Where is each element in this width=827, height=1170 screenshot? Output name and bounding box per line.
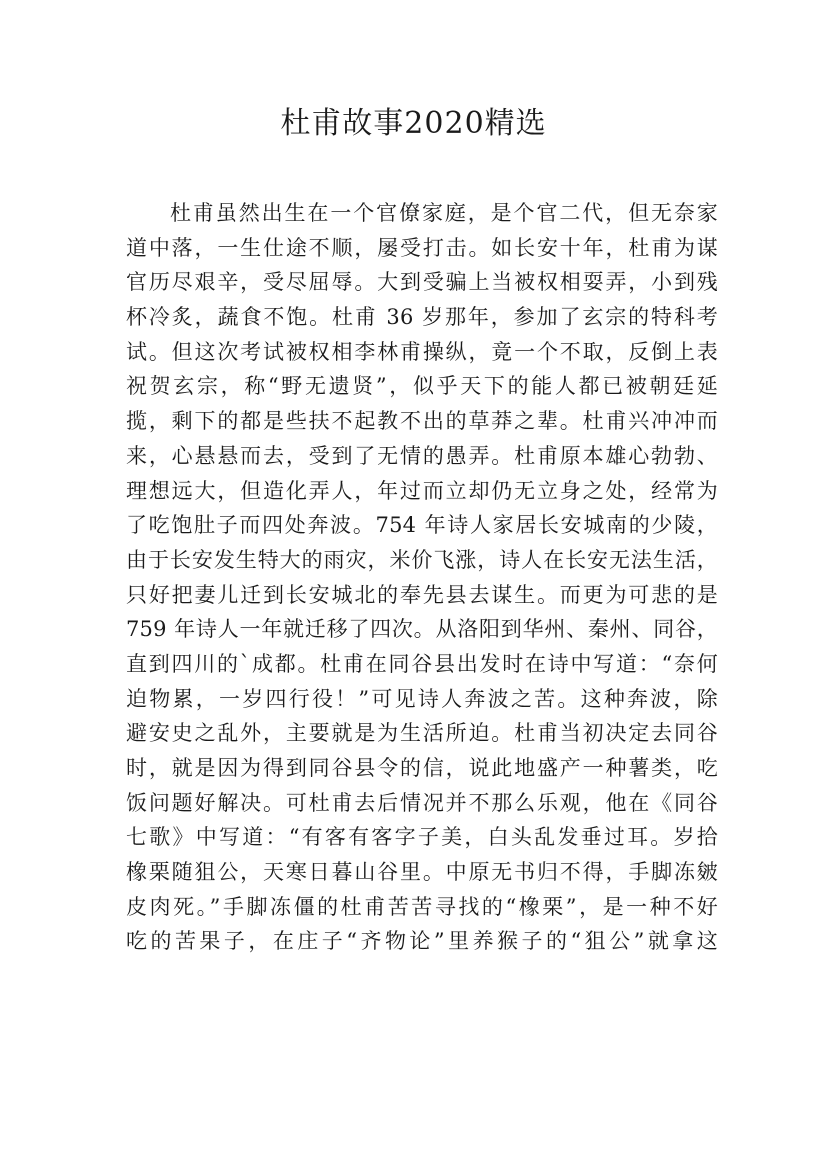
body-line: 时，就是因为得到同谷县令的信，说此地盛产一种薯类，吃 [126,756,718,780]
body-line: 直到四川的`成都。杜甫在同谷县出发时在诗中写道：“奈何 [126,651,718,676]
body-line: 避安史之乱外，主要就是为生活所迫。杜甫当初决定去同谷 [126,721,718,746]
body-line: 吃的苦果子，在庄子“齐物论”里养猴子的“狙公”就拿这 [126,929,718,954]
body-line: 只好把妻儿迁到长安城北的奉先县去谋生。而更为可悲的是 [126,582,718,607]
body-line: 由于长安发生特大的雨灾，米价飞涨，诗人在长安无法生活， [126,547,718,572]
body-line: 杜甫虽然出生在一个官僚家庭，是个官二代，但无奈家 [170,201,718,225]
document-body [126,196,718,959]
body-line: 皮肉死。”手脚冻僵的杜甫苦苦寻找的“橡栗”，是一种不好 [126,894,718,919]
body-line: 来，心悬悬而去，受到了无情的愚弄。杜甫原本雄心勃勃、 [126,443,718,468]
body-line: 了吃饱肚子而四处奔波。754 年诗人家居长安城南的少陵， [126,513,718,538]
document-title: 杜甫故事2020精选 [280,106,547,141]
body-line: 理想远大，但造化弄人，年过而立却仍无立身之处，经常为 [126,478,718,503]
body-line: 橡栗随狙公，天寒日暮山谷里。中原无书归不得，手脚冻皴 [126,860,718,885]
body-line: 官历尽艰辛，受尽屈辱。大到受骗上当被权相耍弄，小到残 [126,270,718,295]
body-line: 祝贺玄宗，称“野无遗贤”，似乎天下的能人都已被朝廷延 [126,374,718,399]
body-line: 杯冷炙，蔬食不饱。杜甫 36 岁那年，参加了玄宗的特科考 [126,305,718,330]
body-line: 迫物累，一岁四行役！”可见诗人奔波之苦。这种奔波，除 [126,686,718,711]
body-line: 七歌》中写道：“有客有客字子美，白头乱发垂过耳。岁拾 [126,825,718,850]
body-line: 揽，剩下的都是些扶不起教不出的草莽之辈。杜甫兴冲冲而 [126,409,718,434]
body-line: 饭问题好解决。可杜甫去后情况并不那么乐观，他在《同谷 [126,790,718,815]
body-line: 试。但这次考试被权相李林甫操纵，竟一个不取，反倒上表 [126,339,718,364]
body-line: 道中落，一生仕途不顺，屡受打击。如长安十年，杜甫为谋 [126,235,718,260]
body-line: 759 年诗人一年就迁移了四次。从洛阳到华州、秦州、同谷， [126,617,718,642]
